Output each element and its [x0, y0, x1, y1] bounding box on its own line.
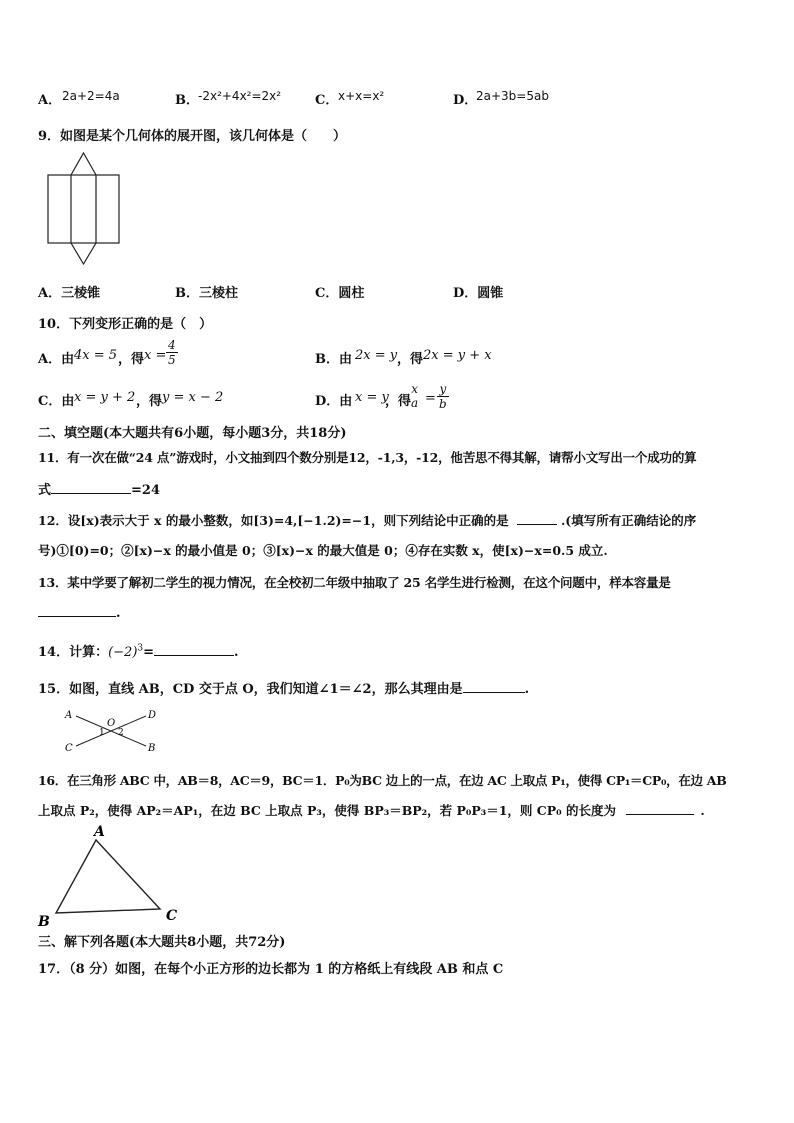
q14-exponent: 3 [137, 643, 144, 654]
q16-line2 [38, 801, 705, 819]
q10-a-mid: ，得 [118, 352, 145, 367]
q15-suffix: . [524, 682, 530, 697]
net-top-triangle [71, 153, 96, 175]
q9-option-a: A．三棱锥 [38, 286, 101, 301]
q12-answer-blank[interactable] [517, 511, 557, 525]
point-b-label: B [148, 743, 156, 754]
q10-b-mid: ，得 [397, 352, 424, 367]
triangle-abc [56, 840, 160, 913]
q10-a-lhs: x = [144, 348, 167, 363]
vertex-a-label: A [94, 824, 105, 840]
angle-1-label: 1 [99, 728, 105, 738]
q10-a-numerator: 4 [168, 338, 176, 352]
point-c-label: C [65, 743, 73, 754]
q10-d-fraction-right [437, 382, 449, 411]
point-d-label: D [148, 710, 157, 721]
q17-text: 17．（8 分）如图，在每个小正方形的边长都为 1 的方格纸上有线段 AB 和点 C [38, 962, 504, 977]
q12-line1 [38, 511, 696, 529]
section-3-heading: 三、解下列各题(本大题共8小题，共72分) [38, 935, 286, 950]
q16-suffix: . [700, 803, 705, 818]
q10-c-result: y = x − 2 [162, 390, 224, 405]
q10-d-den-right: b [439, 397, 447, 411]
angle-2-label: 2 [118, 728, 124, 738]
q15-line [38, 678, 529, 697]
point-o-label: O [107, 718, 116, 729]
q11-answer-blank[interactable] [51, 480, 131, 494]
net-rectangle [48, 175, 119, 243]
q16-triangle-figure [34, 822, 184, 930]
q8-option-b-expr: -2x²+4x²=2x² [198, 89, 282, 103]
q10-a-given: 4x = 5 [74, 348, 118, 363]
q11-suffix: =24 [131, 483, 160, 498]
q14-suffix: . [234, 645, 239, 660]
q14-expression: (−2) [108, 645, 138, 660]
q15-text: 15．如图，直线 AB，CD 交于点 O，我们知道∠1＝∠2，那么其理由是 [38, 682, 463, 697]
q13-line1: 13．某中学要了解初二学生的视力情况，在全校初二年级中抽取了 25 名学生进行检测，在这个问题中，样本容量是 [38, 575, 671, 590]
q16-line1: 16．在三角形 ABC 中，AB＝8，AC＝9，BC＝1．P₀为BC 边上的一点，在边 AC 上取点 P₁，使得 CP₁＝CP₀，在边 AB [38, 773, 727, 788]
q10-stem: 10．下列变形正确的是（ ） [38, 317, 213, 332]
q8-option-c-label: C． [315, 93, 339, 108]
q12-line2: 号)①[0)=0；②[x)−x 的最小值是 0；③[x)−x 的最大值是 0；④存在实数 x，使[x)−x=0.5 成立. [38, 543, 608, 558]
q10-c-given: x = y + 2 [74, 390, 136, 405]
net-bottom-triangle [71, 243, 96, 264]
q15-intersecting-lines-figure [62, 704, 162, 756]
q10-a-fraction [166, 338, 178, 367]
q9-net-figure [44, 150, 124, 268]
q8-option-d-expr: 2a+3b=5ab [476, 89, 549, 103]
q10-d-equals: = [425, 391, 436, 406]
q12-text-post: .(填写所有正确结论的序 [560, 513, 697, 528]
vertex-b-label: B [38, 914, 50, 930]
q10-d-mid: ，得 [385, 394, 412, 409]
q16-text: 上取点 P₂，使得 AP₂＝AP₁，在边 BC 上取点 P₃，使得 BP₃＝BP₂，若 P₀P₃＝1，则 CP₀ 的长度为 [38, 803, 616, 818]
q10-a-prefix: A．由 [38, 352, 75, 367]
q13-line2 [38, 603, 121, 621]
q13-answer-blank[interactable] [38, 603, 116, 617]
q10-d-given: x = y [355, 390, 389, 405]
point-a-label: A [65, 710, 73, 721]
vertex-c-label: C [166, 908, 178, 924]
q12-text: 12．设[x)表示大于 x 的最小整数，如[3)=4,[−1.2)=−1，则下列结论中正确的是 [38, 513, 509, 528]
q14-prefix: 14．计算： [38, 645, 109, 660]
q14-equals: = [143, 645, 155, 660]
q10-a-denominator: 5 [168, 353, 176, 367]
q10-d-den-left: a [411, 396, 419, 410]
q10-d-num-left: x [411, 382, 418, 396]
q10-b-given: 2x = y [355, 348, 398, 363]
q8-option-a-label: A． [38, 93, 62, 108]
q10-d-prefix: D．由 [315, 394, 353, 409]
q11-line2 [38, 479, 160, 498]
q9-option-d: D．圆锥 [453, 286, 504, 301]
q8-option-d-label: D． [453, 93, 478, 108]
q10-b-result: 2x = y + x [423, 348, 492, 363]
q11-line1: 11．有一次在做“24 点”游戏时，小文抽到四个数分别是12，-1,3，-12，他苦思不得其解，请帮小文写出一个成功的算 [38, 450, 697, 465]
section-2-heading: 二、填空题(本大题共有6小题，每小题3分，共18分) [38, 426, 347, 441]
q10-d-num-right: y [437, 382, 449, 397]
q8-option-b-label: B． [175, 93, 199, 108]
q13-suffix: . [116, 606, 121, 621]
q10-c-prefix: C．由 [38, 394, 75, 409]
q9-option-b: B．三棱柱 [175, 286, 238, 301]
q10-c-mid: ，得 [136, 394, 163, 409]
q15-answer-blank[interactable] [463, 679, 525, 693]
q9-option-c: C．圆柱 [315, 286, 365, 301]
q10-d-fraction-left [409, 382, 420, 410]
q9-stem: 9．如图是某个几何体的展开图，该几何体是（ ） [38, 129, 347, 144]
q8-option-a-expr: 2a+2=4a [62, 89, 120, 103]
q11-prefix: 式 [38, 483, 52, 498]
q10-b-prefix: B．由 [315, 352, 352, 367]
q14-answer-blank[interactable] [154, 642, 234, 656]
q14-line [38, 641, 239, 660]
q8-option-c-expr: x+x=x² [338, 89, 385, 103]
q16-answer-blank[interactable] [626, 801, 694, 815]
